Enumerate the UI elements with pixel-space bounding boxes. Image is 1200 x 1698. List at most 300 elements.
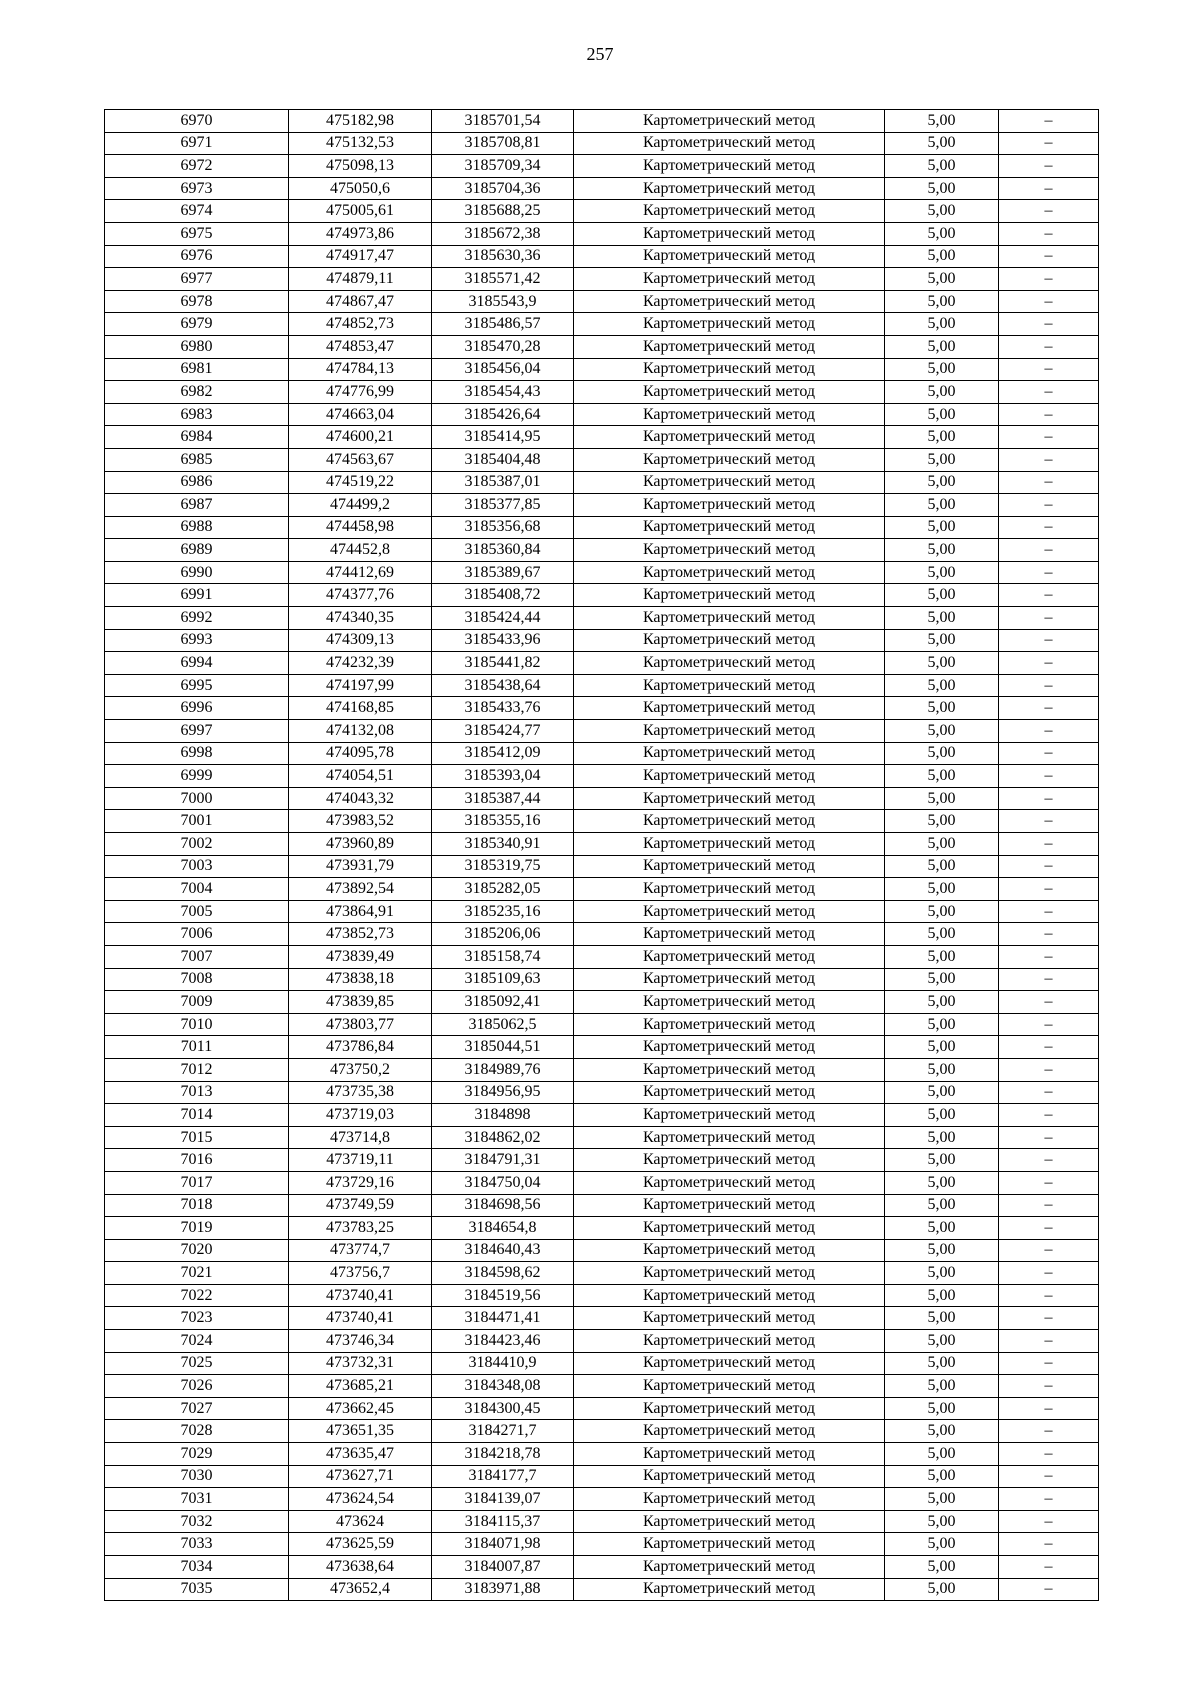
y-coordinate-cell: 3185109,63 <box>432 968 574 991</box>
description-cell: – <box>999 1352 1099 1375</box>
y-coordinate-cell: 3185356,68 <box>432 516 574 539</box>
accuracy-cell: 5,00 <box>885 1352 999 1375</box>
method-cell: Картометрический метод <box>574 1533 885 1556</box>
accuracy-cell: 5,00 <box>885 787 999 810</box>
x-coordinate-cell: 474776,99 <box>289 381 432 404</box>
y-coordinate-cell: 3184300,45 <box>432 1397 574 1420</box>
method-cell: Картометрический метод <box>574 1397 885 1420</box>
description-cell: – <box>999 471 1099 494</box>
table-row <box>105 607 1099 630</box>
x-coordinate-cell: 473652,4 <box>289 1578 432 1601</box>
x-coordinate-cell: 473719,03 <box>289 1104 432 1127</box>
x-coordinate-cell: 474054,51 <box>289 765 432 788</box>
method-cell: Картометрический метод <box>574 403 885 426</box>
description-cell: – <box>999 1217 1099 1240</box>
table-row <box>105 335 1099 358</box>
table-row <box>105 539 1099 562</box>
description-cell: – <box>999 720 1099 743</box>
accuracy-cell: 5,00 <box>885 358 999 381</box>
x-coordinate-cell: 475005,61 <box>289 200 432 223</box>
y-coordinate-cell: 3184750,04 <box>432 1171 574 1194</box>
y-coordinate-cell: 3184698,56 <box>432 1194 574 1217</box>
accuracy-cell: 5,00 <box>885 720 999 743</box>
method-cell: Картометрический метод <box>574 358 885 381</box>
x-coordinate-cell: 473635,47 <box>289 1443 432 1466</box>
x-coordinate-cell: 473749,59 <box>289 1194 432 1217</box>
y-coordinate-cell: 3185688,25 <box>432 200 574 223</box>
y-coordinate-cell: 3185456,04 <box>432 358 574 381</box>
y-coordinate-cell: 3185571,42 <box>432 268 574 291</box>
method-cell: Картометрический метод <box>574 155 885 178</box>
point-number-cell: 7023 <box>105 1307 289 1330</box>
y-coordinate-cell: 3185543,9 <box>432 290 574 313</box>
point-number-cell: 7004 <box>105 878 289 901</box>
accuracy-cell: 5,00 <box>885 539 999 562</box>
point-number-cell: 7000 <box>105 787 289 810</box>
table-row <box>105 968 1099 991</box>
method-cell: Картометрический метод <box>574 1081 885 1104</box>
method-cell: Картометрический метод <box>574 426 885 449</box>
description-cell: – <box>999 1307 1099 1330</box>
method-cell: Картометрический метод <box>574 290 885 313</box>
y-coordinate-cell: 3185377,85 <box>432 494 574 517</box>
description-cell: – <box>999 1510 1099 1533</box>
point-number-cell: 7011 <box>105 1036 289 1059</box>
x-coordinate-cell: 473624 <box>289 1510 432 1533</box>
table-row <box>105 1533 1099 1556</box>
point-number-cell: 7034 <box>105 1556 289 1579</box>
table-row <box>105 290 1099 313</box>
accuracy-cell: 5,00 <box>885 1104 999 1127</box>
accuracy-cell: 5,00 <box>885 1171 999 1194</box>
y-coordinate-cell: 3185408,72 <box>432 584 574 607</box>
x-coordinate-cell: 474232,39 <box>289 652 432 675</box>
y-coordinate-cell: 3185206,06 <box>432 923 574 946</box>
description-cell: – <box>999 200 1099 223</box>
table-row <box>105 1262 1099 1285</box>
table-row <box>105 1239 1099 1262</box>
accuracy-cell: 5,00 <box>885 584 999 607</box>
y-coordinate-cell: 3184177,7 <box>432 1465 574 1488</box>
table-row <box>105 1556 1099 1579</box>
y-coordinate-cell: 3185044,51 <box>432 1036 574 1059</box>
x-coordinate-cell: 474973,86 <box>289 222 432 245</box>
table-row <box>105 245 1099 268</box>
table-row <box>105 132 1099 155</box>
x-coordinate-cell: 474168,85 <box>289 697 432 720</box>
point-number-cell: 7021 <box>105 1262 289 1285</box>
method-cell: Картометрический метод <box>574 697 885 720</box>
table-row <box>105 110 1099 133</box>
description-cell: – <box>999 968 1099 991</box>
point-number-cell: 6981 <box>105 358 289 381</box>
y-coordinate-cell: 3185389,67 <box>432 561 574 584</box>
description-cell: – <box>999 945 1099 968</box>
method-cell: Картометрический метод <box>574 1217 885 1240</box>
x-coordinate-cell: 474663,04 <box>289 403 432 426</box>
y-coordinate-cell: 3184654,8 <box>432 1217 574 1240</box>
table-row <box>105 652 1099 675</box>
x-coordinate-cell: 473625,59 <box>289 1533 432 1556</box>
method-cell: Картометрический метод <box>574 742 885 765</box>
description-cell: – <box>999 448 1099 471</box>
table-row <box>105 313 1099 336</box>
y-coordinate-cell: 3185470,28 <box>432 335 574 358</box>
method-cell: Картометрический метод <box>574 674 885 697</box>
point-number-cell: 7020 <box>105 1239 289 1262</box>
method-cell: Картометрический метод <box>574 1194 885 1217</box>
point-number-cell: 6994 <box>105 652 289 675</box>
description-cell: – <box>999 787 1099 810</box>
table-row <box>105 155 1099 178</box>
accuracy-cell: 5,00 <box>885 1126 999 1149</box>
y-coordinate-cell: 3184471,41 <box>432 1307 574 1330</box>
y-coordinate-cell: 3185412,09 <box>432 742 574 765</box>
y-coordinate-cell: 3185319,75 <box>432 855 574 878</box>
point-number-cell: 6980 <box>105 335 289 358</box>
description-cell: – <box>999 878 1099 901</box>
method-cell: Картометрический метод <box>574 516 885 539</box>
description-cell: – <box>999 1397 1099 1420</box>
y-coordinate-cell: 3185360,84 <box>432 539 574 562</box>
method-cell: Картометрический метод <box>574 1104 885 1127</box>
y-coordinate-cell: 3185340,91 <box>432 833 574 856</box>
table-row <box>105 426 1099 449</box>
y-coordinate-cell: 3185709,34 <box>432 155 574 178</box>
table-row <box>105 561 1099 584</box>
point-number-cell: 6979 <box>105 313 289 336</box>
accuracy-cell: 5,00 <box>885 516 999 539</box>
table-row <box>105 358 1099 381</box>
x-coordinate-cell: 474784,13 <box>289 358 432 381</box>
method-cell: Картометрический метод <box>574 313 885 336</box>
method-cell: Картометрический метод <box>574 991 885 1014</box>
table-row <box>105 381 1099 404</box>
method-cell: Картометрический метод <box>574 1126 885 1149</box>
x-coordinate-cell: 474340,35 <box>289 607 432 630</box>
x-coordinate-cell: 473803,77 <box>289 1013 432 1036</box>
method-cell: Картометрический метод <box>574 110 885 133</box>
y-coordinate-cell: 3185355,16 <box>432 810 574 833</box>
accuracy-cell: 5,00 <box>885 674 999 697</box>
table-row <box>105 1443 1099 1466</box>
description-cell: – <box>999 132 1099 155</box>
accuracy-cell: 5,00 <box>885 1443 999 1466</box>
point-number-cell: 7002 <box>105 833 289 856</box>
table-row <box>105 923 1099 946</box>
x-coordinate-cell: 475050,6 <box>289 177 432 200</box>
accuracy-cell: 5,00 <box>885 1465 999 1488</box>
accuracy-cell: 5,00 <box>885 290 999 313</box>
method-cell: Картометрический метод <box>574 1013 885 1036</box>
method-cell: Картометрический метод <box>574 222 885 245</box>
table-row <box>105 222 1099 245</box>
point-number-cell: 7018 <box>105 1194 289 1217</box>
method-cell: Картометрический метод <box>574 177 885 200</box>
table-row <box>105 1510 1099 1533</box>
table-row <box>105 200 1099 223</box>
point-number-cell: 6987 <box>105 494 289 517</box>
x-coordinate-cell: 473892,54 <box>289 878 432 901</box>
x-coordinate-cell: 473735,38 <box>289 1081 432 1104</box>
method-cell: Картометрический метод <box>574 381 885 404</box>
description-cell: – <box>999 516 1099 539</box>
y-coordinate-cell: 3185438,64 <box>432 674 574 697</box>
table-row <box>105 1420 1099 1443</box>
accuracy-cell: 5,00 <box>885 381 999 404</box>
table-row <box>105 1330 1099 1353</box>
description-cell: – <box>999 1578 1099 1601</box>
table-row <box>105 855 1099 878</box>
method-cell: Картометрический метод <box>574 1375 885 1398</box>
point-number-cell: 7017 <box>105 1171 289 1194</box>
y-coordinate-cell: 3185454,43 <box>432 381 574 404</box>
accuracy-cell: 5,00 <box>885 1510 999 1533</box>
x-coordinate-cell: 474377,76 <box>289 584 432 607</box>
description-cell: – <box>999 1284 1099 1307</box>
x-coordinate-cell: 473864,91 <box>289 900 432 923</box>
accuracy-cell: 5,00 <box>885 923 999 946</box>
y-coordinate-cell: 3184791,31 <box>432 1149 574 1172</box>
accuracy-cell: 5,00 <box>885 1397 999 1420</box>
point-number-cell: 7010 <box>105 1013 289 1036</box>
y-coordinate-cell: 3185433,96 <box>432 629 574 652</box>
description-cell: – <box>999 991 1099 1014</box>
table-row <box>105 833 1099 856</box>
method-cell: Картометрический метод <box>574 1465 885 1488</box>
description-cell: – <box>999 268 1099 291</box>
accuracy-cell: 5,00 <box>885 1058 999 1081</box>
description-cell: – <box>999 697 1099 720</box>
table-row <box>105 1058 1099 1081</box>
method-cell: Картометрический метод <box>574 132 885 155</box>
description-cell: – <box>999 1126 1099 1149</box>
point-number-cell: 7035 <box>105 1578 289 1601</box>
accuracy-cell: 5,00 <box>885 1013 999 1036</box>
method-cell: Картометрический метод <box>574 855 885 878</box>
x-coordinate-cell: 473931,79 <box>289 855 432 878</box>
accuracy-cell: 5,00 <box>885 1533 999 1556</box>
table-row <box>105 1465 1099 1488</box>
point-number-cell: 6970 <box>105 110 289 133</box>
method-cell: Картометрический метод <box>574 720 885 743</box>
point-number-cell: 6984 <box>105 426 289 449</box>
y-coordinate-cell: 3184423,46 <box>432 1330 574 1353</box>
method-cell: Картометрический метод <box>574 1307 885 1330</box>
x-coordinate-cell: 474867,47 <box>289 290 432 313</box>
description-cell: – <box>999 1443 1099 1466</box>
page-number: 257 <box>586 44 614 64</box>
y-coordinate-cell: 3185672,38 <box>432 222 574 245</box>
accuracy-cell: 5,00 <box>885 1081 999 1104</box>
accuracy-cell: 5,00 <box>885 132 999 155</box>
method-cell: Картометрический метод <box>574 1284 885 1307</box>
description-cell: – <box>999 1533 1099 1556</box>
x-coordinate-cell: 473839,85 <box>289 991 432 1014</box>
method-cell: Картометрический метод <box>574 268 885 291</box>
description-cell: – <box>999 1330 1099 1353</box>
table-row <box>105 1578 1099 1601</box>
method-cell: Картометрический метод <box>574 900 885 923</box>
method-cell: Картометрический метод <box>574 494 885 517</box>
description-cell: – <box>999 855 1099 878</box>
description-cell: – <box>999 335 1099 358</box>
method-cell: Картометрический метод <box>574 335 885 358</box>
description-cell: – <box>999 539 1099 562</box>
description-cell: – <box>999 222 1099 245</box>
description-cell: – <box>999 1465 1099 1488</box>
table-row <box>105 765 1099 788</box>
description-cell: – <box>999 1194 1099 1217</box>
accuracy-cell: 5,00 <box>885 833 999 856</box>
x-coordinate-cell: 475182,98 <box>289 110 432 133</box>
accuracy-cell: 5,00 <box>885 426 999 449</box>
point-number-cell: 7032 <box>105 1510 289 1533</box>
point-number-cell: 6978 <box>105 290 289 313</box>
x-coordinate-cell: 474309,13 <box>289 629 432 652</box>
y-coordinate-cell: 3185701,54 <box>432 110 574 133</box>
point-number-cell: 7031 <box>105 1488 289 1511</box>
table-row <box>105 1488 1099 1511</box>
accuracy-cell: 5,00 <box>885 1149 999 1172</box>
x-coordinate-cell: 474499,2 <box>289 494 432 517</box>
accuracy-cell: 5,00 <box>885 177 999 200</box>
accuracy-cell: 5,00 <box>885 1330 999 1353</box>
method-cell: Картометрический метод <box>574 945 885 968</box>
description-cell: – <box>999 674 1099 697</box>
description-cell: – <box>999 110 1099 133</box>
method-cell: Картометрический метод <box>574 1262 885 1285</box>
table-row <box>105 448 1099 471</box>
point-number-cell: 6996 <box>105 697 289 720</box>
description-cell: – <box>999 1556 1099 1579</box>
accuracy-cell: 5,00 <box>885 742 999 765</box>
point-number-cell: 7005 <box>105 900 289 923</box>
table-row <box>105 471 1099 494</box>
point-number-cell: 6977 <box>105 268 289 291</box>
x-coordinate-cell: 474458,98 <box>289 516 432 539</box>
method-cell: Картометрический метод <box>574 1330 885 1353</box>
x-coordinate-cell: 473638,64 <box>289 1556 432 1579</box>
accuracy-cell: 5,00 <box>885 1488 999 1511</box>
description-cell: – <box>999 1262 1099 1285</box>
point-number-cell: 6995 <box>105 674 289 697</box>
method-cell: Картометрический метод <box>574 1058 885 1081</box>
point-number-cell: 7029 <box>105 1443 289 1466</box>
table-row <box>105 720 1099 743</box>
y-coordinate-cell: 3184956,95 <box>432 1081 574 1104</box>
method-cell: Картометрический метод <box>574 878 885 901</box>
description-cell: – <box>999 1239 1099 1262</box>
description-cell: – <box>999 629 1099 652</box>
point-number-cell: 7007 <box>105 945 289 968</box>
point-number-cell: 7009 <box>105 991 289 1014</box>
method-cell: Картометрический метод <box>574 1420 885 1443</box>
y-coordinate-cell: 3184271,7 <box>432 1420 574 1443</box>
description-cell: – <box>999 1375 1099 1398</box>
table-row <box>105 584 1099 607</box>
y-coordinate-cell: 3183971,88 <box>432 1578 574 1601</box>
accuracy-cell: 5,00 <box>885 1420 999 1443</box>
description-cell: – <box>999 923 1099 946</box>
accuracy-cell: 5,00 <box>885 313 999 336</box>
point-number-cell: 7033 <box>105 1533 289 1556</box>
method-cell: Картометрический метод <box>574 1510 885 1533</box>
method-cell: Картометрический метод <box>574 765 885 788</box>
point-number-cell: 6988 <box>105 516 289 539</box>
point-number-cell: 6989 <box>105 539 289 562</box>
table-row <box>105 177 1099 200</box>
description-cell: – <box>999 900 1099 923</box>
x-coordinate-cell: 474519,22 <box>289 471 432 494</box>
table-row <box>105 787 1099 810</box>
x-coordinate-cell: 473685,21 <box>289 1375 432 1398</box>
accuracy-cell: 5,00 <box>885 200 999 223</box>
point-number-cell: 6999 <box>105 765 289 788</box>
accuracy-cell: 5,00 <box>885 1036 999 1059</box>
method-cell: Картометрический метод <box>574 584 885 607</box>
description-cell: – <box>999 652 1099 675</box>
description-cell: – <box>999 1036 1099 1059</box>
y-coordinate-cell: 3184898 <box>432 1104 574 1127</box>
method-cell: Картометрический метод <box>574 607 885 630</box>
method-cell: Картометрический метод <box>574 1443 885 1466</box>
point-number-cell: 6976 <box>105 245 289 268</box>
table-row <box>105 742 1099 765</box>
point-number-cell: 6972 <box>105 155 289 178</box>
point-number-cell: 6982 <box>105 381 289 404</box>
y-coordinate-cell: 3185424,44 <box>432 607 574 630</box>
point-number-cell: 7016 <box>105 1149 289 1172</box>
point-number-cell: 7026 <box>105 1375 289 1398</box>
description-cell: – <box>999 1104 1099 1127</box>
description-cell: – <box>999 177 1099 200</box>
table-row <box>105 629 1099 652</box>
accuracy-cell: 5,00 <box>885 1556 999 1579</box>
y-coordinate-cell: 3184139,07 <box>432 1488 574 1511</box>
table-row <box>105 1081 1099 1104</box>
accuracy-cell: 5,00 <box>885 652 999 675</box>
table-row <box>105 945 1099 968</box>
accuracy-cell: 5,00 <box>885 448 999 471</box>
x-coordinate-cell: 473783,25 <box>289 1217 432 1240</box>
x-coordinate-cell: 473774,7 <box>289 1239 432 1262</box>
x-coordinate-cell: 473719,11 <box>289 1149 432 1172</box>
accuracy-cell: 5,00 <box>885 968 999 991</box>
accuracy-cell: 5,00 <box>885 1307 999 1330</box>
y-coordinate-cell: 3185092,41 <box>432 991 574 1014</box>
description-cell: – <box>999 810 1099 833</box>
y-coordinate-cell: 3184115,37 <box>432 1510 574 1533</box>
x-coordinate-cell: 473838,18 <box>289 968 432 991</box>
x-coordinate-cell: 475132,53 <box>289 132 432 155</box>
table-row <box>105 1194 1099 1217</box>
x-coordinate-cell: 473740,41 <box>289 1307 432 1330</box>
point-number-cell: 6974 <box>105 200 289 223</box>
table-row <box>105 810 1099 833</box>
method-cell: Картометрический метод <box>574 448 885 471</box>
description-cell: – <box>999 358 1099 381</box>
table-row <box>105 697 1099 720</box>
table-row <box>105 878 1099 901</box>
point-number-cell: 6993 <box>105 629 289 652</box>
table-row <box>105 1217 1099 1240</box>
point-number-cell: 7022 <box>105 1284 289 1307</box>
description-cell: – <box>999 494 1099 517</box>
method-cell: Картометрический метод <box>574 968 885 991</box>
description-cell: – <box>999 403 1099 426</box>
y-coordinate-cell: 3184007,87 <box>432 1556 574 1579</box>
